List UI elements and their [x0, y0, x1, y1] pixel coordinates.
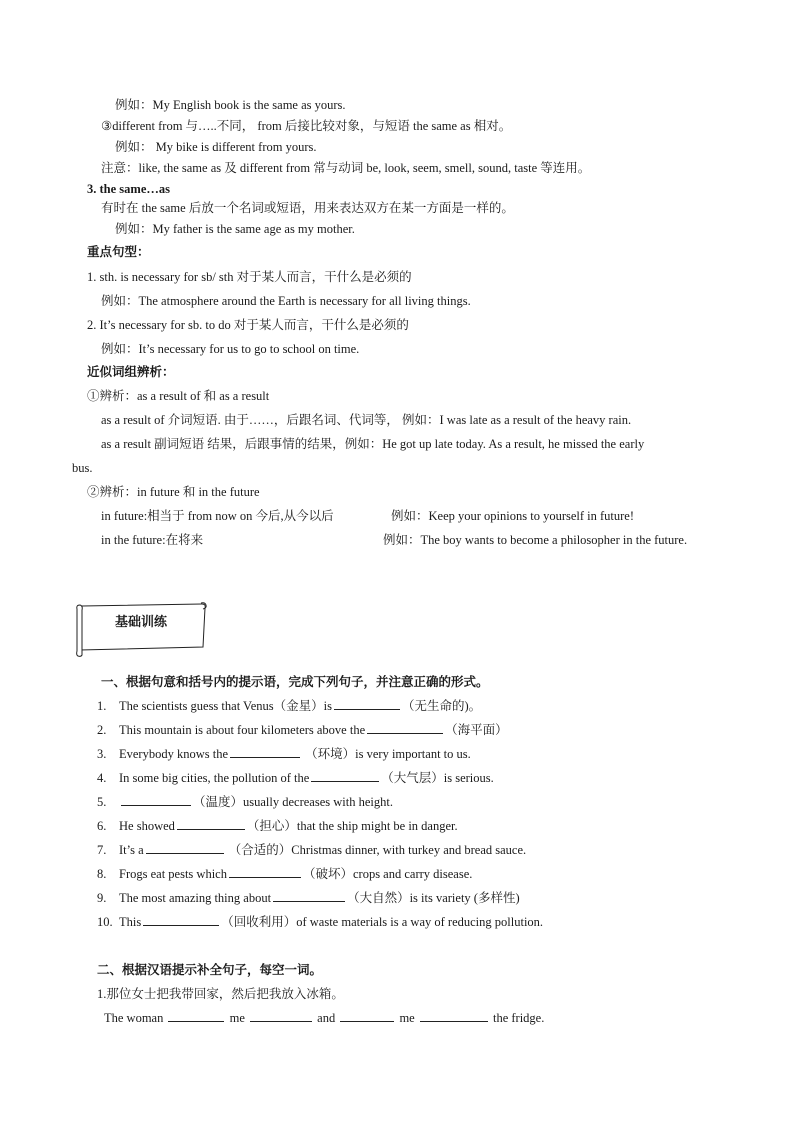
part2-question-1: 1.那位女士把我带回家，然后把我放入冰箱。	[97, 987, 344, 1001]
example-line: 例如：The atmosphere around the Earth is necessary for all living things.	[101, 294, 471, 308]
part2-title: 二、根据汉语提示补全句子，每空一词。	[97, 963, 323, 977]
item-number: 2.	[97, 723, 107, 737]
answer-blank[interactable]	[250, 1010, 312, 1022]
item-text: Everybody knows the	[119, 747, 229, 761]
answer-blank[interactable]	[146, 842, 224, 854]
exercise-item	[97, 770, 494, 786]
answer-word: the fridge.	[492, 1011, 545, 1025]
item-hint: （担心）that the ship might be in danger.	[246, 819, 458, 833]
answer-blank[interactable]	[229, 866, 301, 878]
similar-phrases-title: 近似词组辨析：	[87, 365, 175, 379]
answer-blank[interactable]	[420, 1010, 488, 1022]
note-item-3: ③different from 与…..不同， from 后接比较对象，与短语 the same as 相对。	[101, 119, 512, 133]
exercise-item	[97, 842, 526, 858]
exercise-item	[97, 698, 481, 714]
analysis-1-line: bus.	[72, 461, 93, 475]
answer-blank[interactable]	[177, 818, 245, 830]
answer-word: me	[229, 1011, 245, 1025]
analysis-1-line: as a result 副词短语 结果，后跟事情的结果，例如：He got up late today. As a result, he missed the early	[101, 437, 645, 451]
analysis-2-example: 例如：The boy wants to become a philosopher in the future.	[383, 533, 688, 547]
heading-desc: 有时在 the same 后放一个名词或短语，用来表达双方在某一方面是一样的。	[101, 201, 514, 215]
item-number: 3.	[97, 747, 107, 761]
item-number: 6.	[97, 819, 107, 833]
pattern-1: 1. sth. is necessary for sb/ sth 对于某人而言，干什么是必须的	[87, 270, 412, 284]
exercise-item	[97, 746, 471, 762]
exercise-item	[97, 866, 472, 882]
exercise-item	[97, 722, 508, 738]
item-number: 5.	[97, 795, 107, 809]
pattern-2: 2. It’s necessary for sb. to do 对于某人而言，干什么是必须的	[87, 318, 409, 332]
item-hint: （环境）is very important to us.	[302, 747, 471, 761]
answer-blank[interactable]	[230, 746, 300, 758]
section-title: 基础训练	[114, 614, 167, 629]
example-line: 例如： My bike is different from yours.	[115, 140, 317, 154]
item-number: 10.	[97, 915, 113, 929]
answer-blank[interactable]	[340, 1010, 394, 1022]
item-hint: （大自然）is its variety (多样性)	[347, 891, 520, 905]
item-text: This	[119, 915, 142, 929]
item-number: 4.	[97, 771, 107, 785]
exercise-item	[97, 818, 458, 834]
part1-title: 一、根据句意和括号内的提示语，完成下列句子，并注意正确的形式。	[101, 675, 489, 689]
item-text: This mountain is about four kilometers above the	[119, 723, 366, 737]
section-header-scroll	[74, 601, 208, 657]
item-number: 7.	[97, 843, 107, 857]
answer-blank[interactable]	[311, 770, 379, 782]
exercise-item	[97, 890, 520, 906]
key-patterns-title: 重点句型：	[87, 245, 150, 259]
answer-blank[interactable]	[143, 914, 219, 926]
item-number: 9.	[97, 891, 107, 905]
answer-blank[interactable]	[367, 722, 443, 734]
analysis-2: ②辨析：in future 和 in the future	[87, 485, 260, 499]
answer-blank[interactable]	[334, 698, 400, 710]
item-hint: （合适的）Christmas dinner, with turkey and bread sauce.	[225, 843, 527, 857]
analysis-1: ①辨析：as a result of 和 as a result	[87, 389, 270, 403]
item-number: 8.	[97, 867, 107, 881]
analysis-2-line: in future:相当于 from now on 今后,从今以后	[101, 509, 334, 523]
analysis-1-line: as a result of 介词短语. 由于……，后跟名词、代词等， 例如：I was late as a result of the heavy rain.	[101, 413, 632, 427]
item-hint: （大气层）is serious.	[381, 771, 494, 785]
exercise-item	[97, 794, 393, 810]
attention-note: 注意：like, the same as 及 different from 常与动词 be, look, seem, smell, sound, taste 等连用。	[101, 161, 591, 175]
analysis-2-line: in the future:在将来	[101, 533, 204, 547]
item-number: 1.	[97, 699, 107, 713]
example-line: 例如：My father is the same age as my mother.	[115, 222, 355, 236]
item-hint: （温度）usually decreases with height.	[193, 795, 393, 809]
item-text: He showed	[119, 819, 175, 833]
answer-blank[interactable]	[121, 794, 191, 806]
item-text: Frogs eat pests which	[119, 867, 227, 881]
example-line: 例如：It’s necessary for us to go to school on time.	[101, 342, 360, 356]
item-text: The most amazing thing about	[119, 891, 272, 905]
heading-same-as: 3. the same…as	[87, 182, 170, 196]
answer-blank[interactable]	[273, 890, 345, 902]
answer-blank[interactable]	[168, 1010, 224, 1022]
item-text: It’s a	[119, 843, 144, 857]
exercise-item	[97, 914, 543, 930]
part2-answer-line	[104, 1010, 544, 1026]
answer-word: me	[399, 1011, 415, 1025]
answer-word: and	[317, 1011, 336, 1025]
item-hint: （回收利用）of waste materials is a way of reducing pollution.	[221, 915, 544, 929]
item-hint: （海平面）	[445, 723, 508, 737]
item-hint: （无生命的)。	[401, 699, 482, 713]
item-text: In some big cities, the pollution of the	[119, 771, 310, 785]
answer-word: The woman	[104, 1011, 164, 1025]
item-hint: （破坏）crops and carry disease.	[302, 867, 473, 881]
item-text: The scientists guess that Venus（金星）is	[119, 699, 332, 713]
analysis-2-example: 例如：Keep your opinions to yourself in future!	[391, 509, 635, 523]
example-line: 例如：My English book is the same as yours.	[115, 98, 346, 112]
